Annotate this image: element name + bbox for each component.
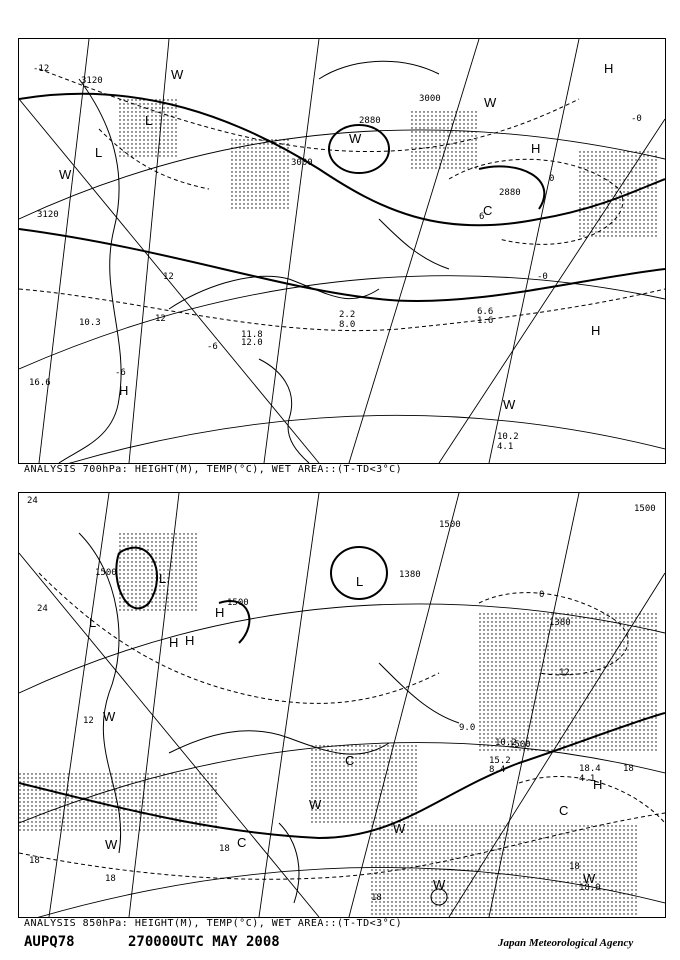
- warm-center: W: [484, 95, 497, 110]
- temp-label: 18: [219, 844, 230, 854]
- height-label: 3120: [37, 210, 59, 220]
- height-label: 3120: [81, 76, 103, 86]
- station-value: 4.1: [497, 442, 514, 452]
- chart-850hpa-caption: ANALYSIS 850hPa: HEIGHT(M), TEMP(°C), WET AREA::(T-TD<3°C): [24, 918, 403, 929]
- station-value: 10.2: [495, 738, 517, 748]
- warm-center: W: [349, 131, 362, 146]
- cold-center: C: [483, 203, 493, 218]
- height-label: 1500: [227, 598, 249, 608]
- temp-label: 12: [559, 668, 570, 678]
- warm-center: W: [393, 821, 406, 836]
- chart-datetime: 270000UTC MAY 2008: [128, 934, 280, 950]
- station-value: 9.0: [459, 723, 476, 733]
- low-center: L: [95, 145, 103, 160]
- high-center: H: [215, 605, 225, 620]
- chart-700hpa-panel: [18, 38, 666, 464]
- high-center: H: [604, 61, 614, 76]
- wet-area: [119, 99, 659, 239]
- low-center: L: [145, 113, 153, 128]
- height-label: 1500: [634, 504, 656, 514]
- station-value: 11.8: [241, 330, 263, 340]
- temp-label: 18: [105, 874, 116, 884]
- warm-center: W: [105, 837, 118, 852]
- temp-label: 12: [155, 314, 166, 324]
- station-value: 18.0: [579, 883, 601, 893]
- chart-850hpa-panel: [18, 492, 666, 918]
- warm-center: W: [171, 67, 184, 82]
- station-value: 16.6: [29, 378, 51, 388]
- high-center: H: [531, 141, 541, 156]
- warm-center: W: [583, 871, 596, 886]
- height-label: 1380: [549, 618, 571, 628]
- station-value: 15.2: [489, 756, 511, 766]
- temp-label: 18: [29, 856, 40, 866]
- high-center: H: [593, 777, 603, 792]
- height-label: 1500: [95, 568, 117, 578]
- warm-center: W: [59, 167, 72, 182]
- warm-center: W: [309, 797, 322, 812]
- chart-700hpa-map: [19, 39, 665, 463]
- station-value: 6.6: [477, 307, 494, 317]
- temp-label: 18: [569, 862, 580, 872]
- temp-label: 12: [163, 272, 174, 282]
- station-value: 2.2: [339, 310, 356, 320]
- height-label: 1500: [439, 520, 461, 530]
- warm-center: W: [433, 877, 446, 892]
- station-value: 4.1: [579, 774, 596, 784]
- height-contours: [19, 94, 665, 301]
- temp-contours: [19, 69, 665, 331]
- height-label: 1380: [399, 570, 421, 580]
- warm-center: W: [103, 709, 116, 724]
- low-center: L: [356, 574, 364, 589]
- coastlines: [59, 61, 449, 463]
- temp-label: -6: [115, 368, 126, 378]
- high-center: H: [169, 635, 179, 650]
- temp-label: 6: [479, 212, 485, 222]
- cold-center: C: [237, 835, 247, 850]
- station-value: 8.4: [489, 765, 506, 775]
- station-value: 18.4: [579, 764, 601, 774]
- graticule: [19, 39, 665, 463]
- temp-label: -0: [631, 114, 642, 124]
- cold-center: C: [345, 753, 355, 768]
- high-center: H: [591, 323, 601, 338]
- chart-code: AUPQ78: [24, 934, 75, 950]
- chart-700hpa-caption: ANALYSIS 700hPa: HEIGHT(M), TEMP(°C), WET AREA::(T-TD<3°C): [24, 464, 403, 475]
- agency-name: Japan Meteorological Agency: [498, 937, 634, 949]
- temp-label: 12: [83, 716, 94, 726]
- temp-label: 24: [27, 496, 38, 506]
- low-center: L: [89, 615, 97, 630]
- height-label: 1500: [509, 740, 531, 750]
- height-label: 2880: [359, 116, 381, 126]
- height-label: 3000: [419, 94, 441, 104]
- temp-label: 18: [623, 764, 634, 774]
- temp-label: -12: [33, 64, 50, 74]
- height-label: 3000: [291, 158, 313, 168]
- temp-label: -0: [537, 272, 548, 282]
- height-label: 2880: [499, 188, 521, 198]
- temp-label: -6: [207, 342, 218, 352]
- station-value: 10.2: [497, 432, 519, 442]
- low-center: L: [159, 571, 167, 586]
- high-center: H: [185, 633, 195, 648]
- station-value: 1.6: [477, 316, 494, 326]
- station-value: 12.0: [241, 338, 263, 348]
- temp-label: 18: [371, 893, 382, 903]
- chart-850hpa-map: [19, 493, 665, 917]
- high-center: H: [119, 383, 129, 398]
- station-value: 10.3: [79, 318, 101, 328]
- station-value: 8.0: [339, 320, 356, 330]
- temp-label: 0: [549, 174, 555, 184]
- temp-label: 0: [539, 590, 545, 600]
- warm-center: W: [503, 397, 516, 412]
- temp-label: 24: [37, 604, 48, 614]
- cold-center: C: [559, 803, 569, 818]
